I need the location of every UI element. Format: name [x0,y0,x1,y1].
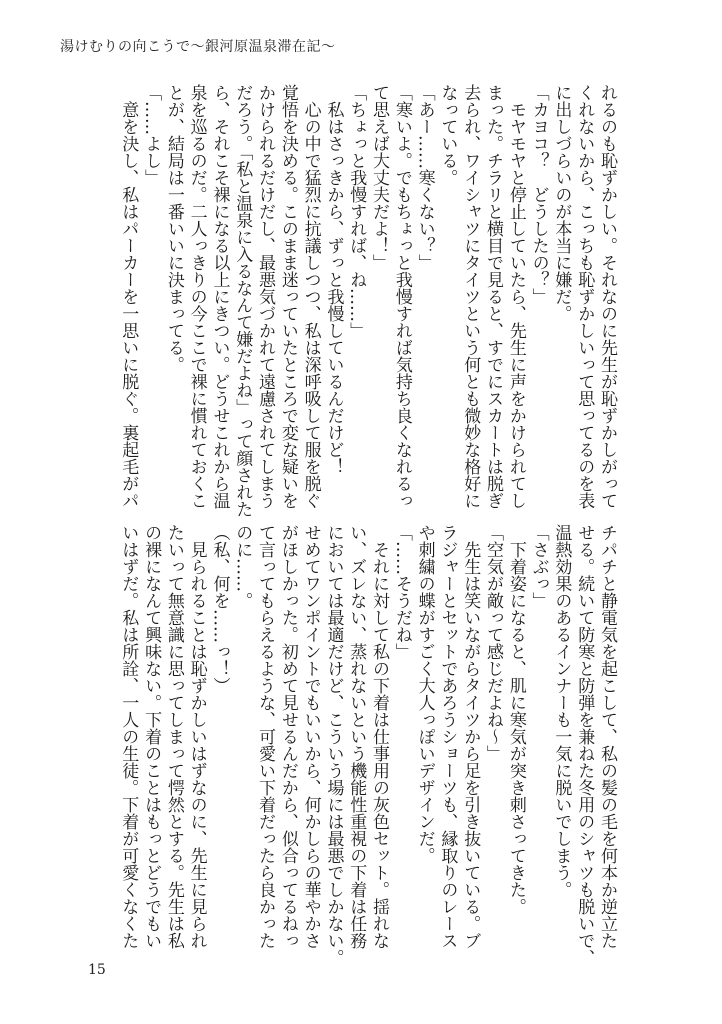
text-column: 見られることは恥ずかしいはずなのに、先生に見られ [186,524,207,949]
text-column: い、ズレない、蒸れないという機能性重視の下着は任務 [346,524,367,949]
text-column: せる。続いて防寒と防弾を兼ねた冬用のシャツも脱いで、 [574,524,595,966]
text-column: ラジャーとセットであろうショーツも、縁取りのレース [437,524,458,949]
text-column: においては最適だけど、こういう場には最悪でしかない。 [323,524,344,966]
text-column: 泉を巡るのだ。二人っきりの今ここで裸に慣れておくこ [186,84,207,509]
running-title: 湯けむりの向こうで〜銀河原温泉滞在記〜 [60,39,336,55]
text-column: がほしかった。初めて見せるんだから、似合ってるねっ [277,524,298,949]
text-column: て思えば大丈夫だよ！」 [369,84,390,271]
text-column: 「……よし」 [141,84,162,186]
text-column: 覚悟を決める。このまま迷っていたところで変な疑いを [277,84,298,509]
text-column: たいって無意識に思ってしまって愕然とする。先生は私 [163,524,184,949]
text-column: 「さぶっ」 [528,524,549,609]
text-column: かけられるだけだし、最悪気づかれて遠慮されてしまう [255,84,276,509]
text-column: 「あー……寒くない？」 [414,84,435,271]
text-column: の裸になんて興味ない。下着のことはもっとどうでもい [141,524,162,949]
text-block-top [116,84,618,518]
text-column: に出しづらいのが本当に嫌だ。 [551,84,572,322]
text-column: や刺繍の蝶がすごく大人っぽいデザインだ。 [414,524,435,864]
text-column: とが、結局は一番いいに決まってる。 [163,84,184,373]
text-column: て言ってもらえるような、可愛い下着だったら良かった [255,524,276,949]
page-number: 15 [88,962,106,978]
text-column: 温熱効果のあるインナーも一気に脱いでしまう。 [551,524,572,898]
text-column: 下着姿になると、肌に寒気が突き刺さってきた。 [505,524,526,915]
text-column: 先生は笑いながらタイツから足を引き抜いている。ブ [460,524,481,949]
text-column: いはずだ。私は所詮、一人の生徒。下着が可愛くなくた [118,524,139,949]
text-column: モヤモヤと停止していたら、先生に声をかけられてし [505,84,526,509]
text-block-bottom [116,524,618,966]
text-column: 私はさっきから、ずっと我慢しているんだけど！ [323,84,344,475]
text-column: 意を決し、私はパーカーを一思いに脱ぐ。裏起毛がパ [118,84,139,509]
text-column: 心の中で猛烈に抗議しつつ、私は深呼吸して服を脱ぐ [300,84,321,509]
text-column: だろう。「私と温泉に入るなんて嫌だよね」って顔された [232,84,253,518]
text-column: 「ちょっと我慢すれば、ね……」 [346,84,367,339]
text-column: せめてワンポイントでもいいから、何かしらの華やかさ [300,524,321,949]
text-column: 去られ、ワイシャツにタイツという何とも微妙な格好に [460,84,481,509]
text-column: ら、それこそ裸になる以上にきつい。どうせこれから温 [209,84,230,509]
text-column: くれないから、こっちも恥ずかしいって思ってるのを表 [574,84,595,509]
text-column: 「カヨコ？ どうしたの？」 [528,84,549,305]
text-column: 「空気が敵って感じだよね～」 [483,524,504,762]
text-column: それに対して私の下着は仕事用の灰色セット。揺れな [369,524,390,949]
text-column: 「寒いよ。でもちょっと我慢すれば気持ち良くなれるっ [391,84,412,509]
text-column: まった。チラリと横目で見ると、すでにスカートは脱ぎ [483,84,504,509]
text-column: チパチと静電気を起こして、私の髪の毛を何本か逆立た [597,524,617,949]
text-column: なっている。 [437,84,458,186]
text-column: 「……そうだね」 [391,524,412,660]
text-column: れるのも恥ずかしい。それなのに先生が恥ずかしがって [597,84,617,509]
text-column: （私、何を……っ！） [209,524,230,694]
text-column: のに……。 [232,524,253,609]
